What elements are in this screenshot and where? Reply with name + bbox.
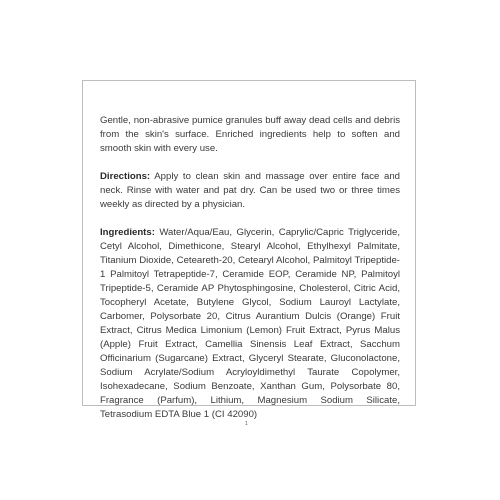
directions-paragraph — [100, 170, 400, 212]
ingredients-label: Ingredients: — [100, 227, 155, 238]
directions-text: Apply to clean skin and massage over entire face and neck. Rinse with water and pat dry. Can be used two or three times weekly as directed by a physician. — [100, 171, 400, 210]
ingredients-paragraph — [100, 226, 400, 422]
page-marker: 1 — [245, 421, 248, 427]
description-paragraph — [100, 114, 400, 156]
directions-label: Directions: — [100, 171, 151, 182]
ingredients-text: Water/Aqua/Eau, Glycerin, Caprylic/Capric Triglyceride, Cetyl Alcohol, Dimethicone, Stearyl Alcohol, Ethylhexyl Palmitate, Titanium Dioxide, Ceteareth-20, Cetearyl Alcohol, Palmitoyl Tripeptide-1 Palmitoyl Tetrapeptide-7, Ceramide EOP, Ceramide NP, Palmitoyl Tripeptide-5, Ceramide AP Phytosphingosine, Cholesterol, Citric Acid, Tocopheryl Acetate, Butylene Glycol, Sodium Lauroyl Lactylate, Carbomer, Polysorbate 20, Citrus Aurantium Dulcis (Orange) Fruit Extract, Citrus Medica Limonium (Lemon) Fruit Extract, Pyrus Malus (Apple) Fruit Extract, Camellia Sinensis Leaf Extract, Sacchum Officinarium (Sugarcane) Extract, Glyceryl Stearate, Gluconolactone, Sodium Acrylate/Sodium Acryloyldimethyl Taurate Copolymer, Isohexadecane, Sodium Benzoate, Xanthan Gum, Polysorbate 80, Fragrance (Parfum), Lithium, Magnesium Sodium Silicate, Tetrasodium EDTA Blue 1 (CI 42090) — [100, 227, 400, 420]
document-body — [100, 114, 400, 422]
description-text: Gentle, non-abrasive pumice granules buff away dead cells and debris from the skin's surface. Enriched ingredients help to soften and smooth skin with every use. — [100, 115, 400, 154]
